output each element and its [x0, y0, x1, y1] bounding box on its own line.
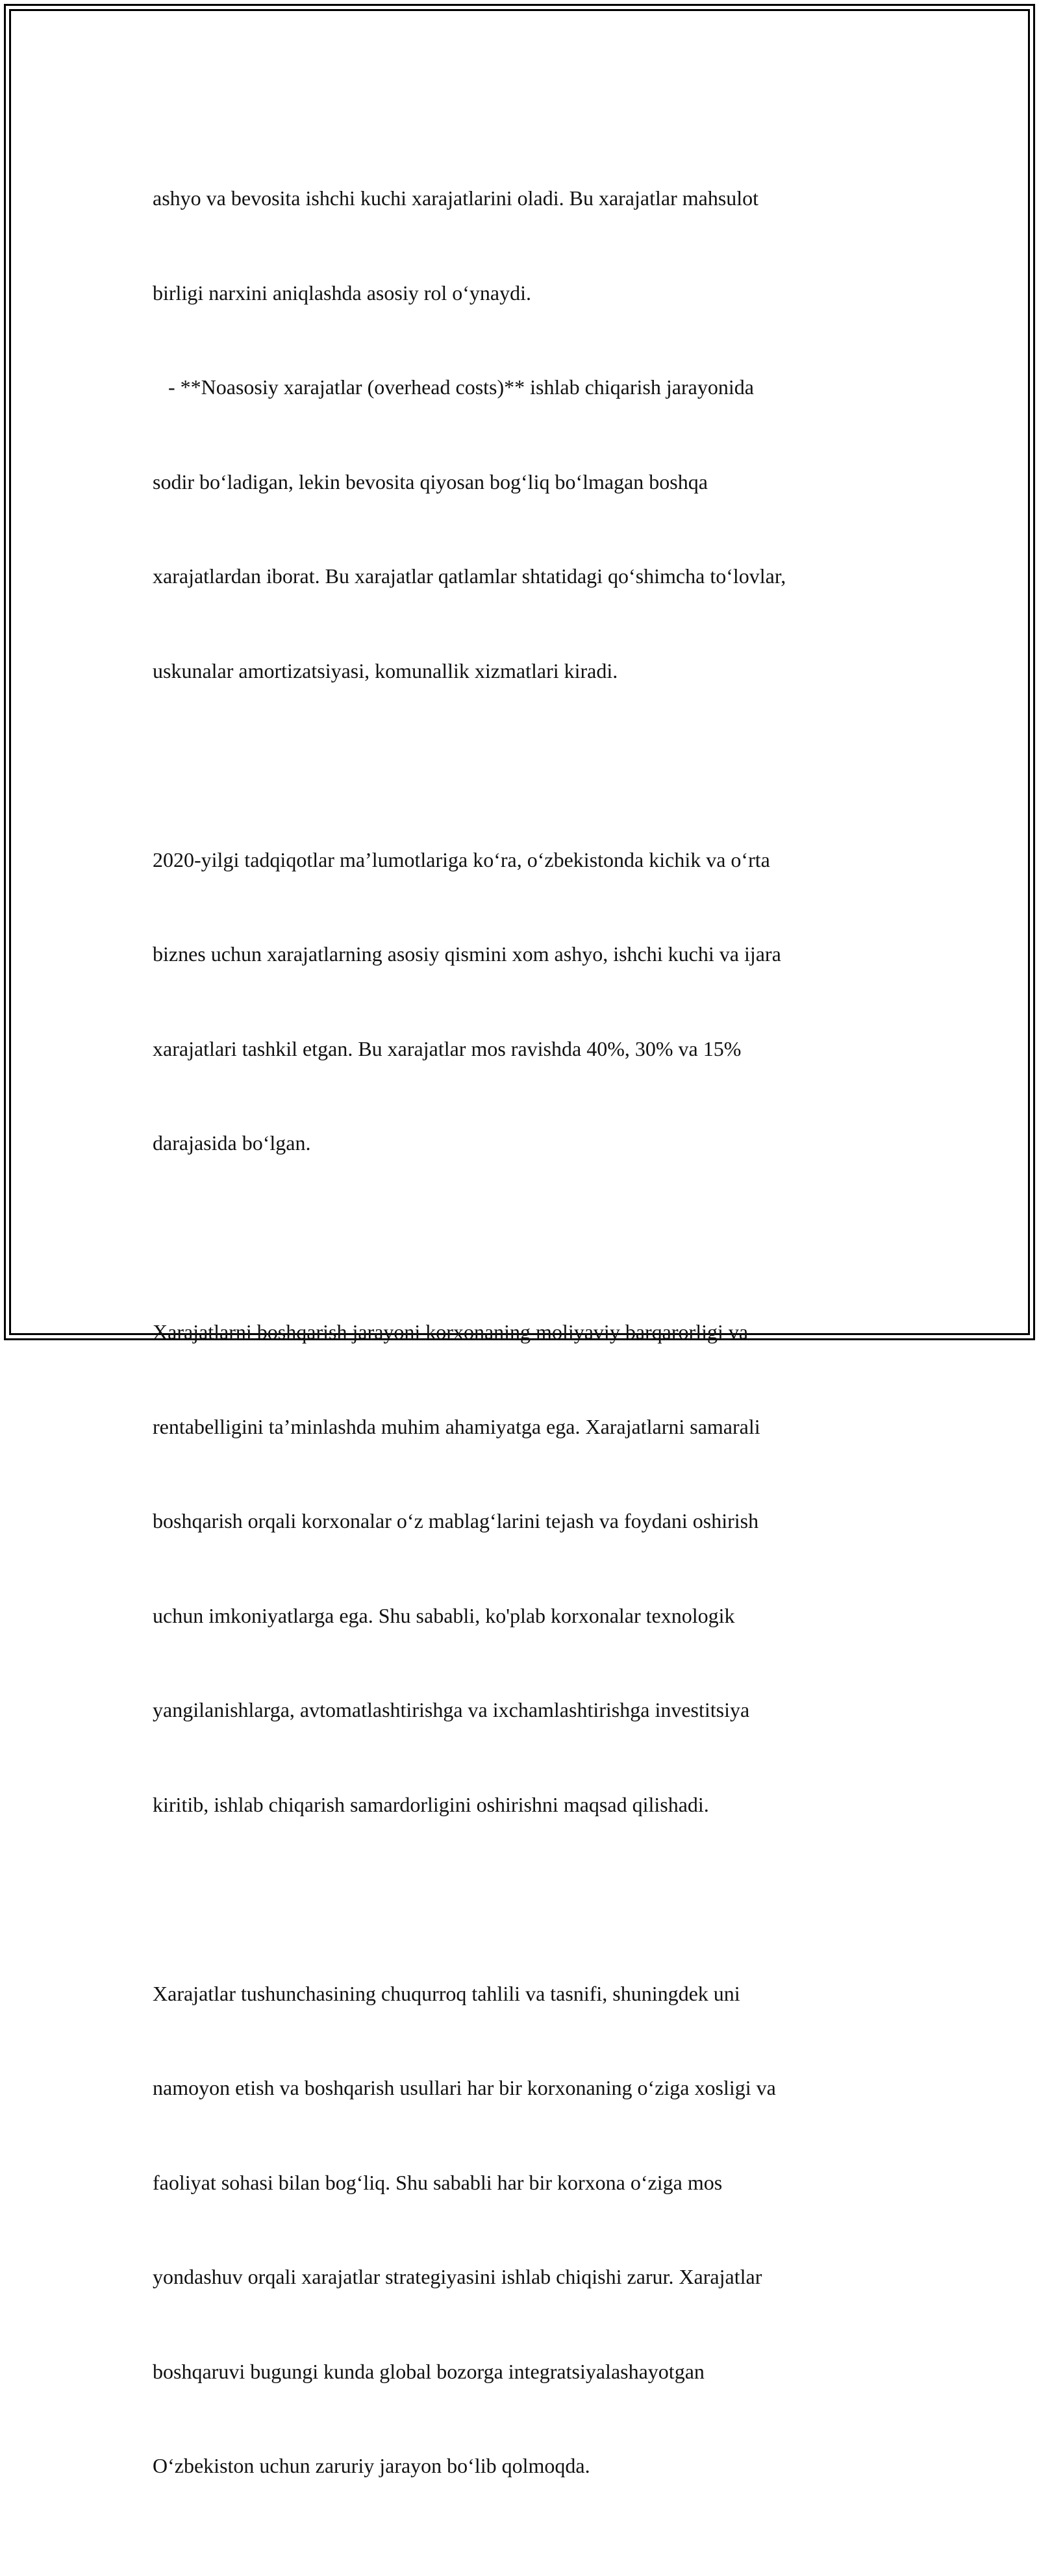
text-line: uchun imkoniyatlarga ega. Shu sababli, ko'plab korxonalar texnologik — [153, 1603, 735, 1627]
document-body — [153, 119, 899, 2576]
text-line: Xarajatlarni boshqarish jarayoni korxonaning moliyaviy barqarorligi va — [153, 1320, 749, 1344]
text-line: uskunalar amortizatsiyasi, komunallik xizmatlari kiradi. — [153, 658, 618, 682]
text-line: faoliyat sohasi bilan bog‘liq. Shu sababli har bir korxona o‘ziga mos — [153, 2170, 723, 2194]
text-line: biznes uchun xarajatlarning asosiy qismini xom ashyo, ishchi kuchi va ijara — [153, 942, 781, 966]
text-line: namoyon etish va boshqarish usullari har bir korxonaning o‘ziga xosligi va — [153, 2076, 776, 2099]
text-line: kiritib, ishlab chiqarish samardorligini oshirishni maqsad qilishadi. — [153, 1792, 709, 1816]
text-line: yondashuv orqali xarajatlar strategiyasini ishlab chiqishi zarur. Xarajatlar — [153, 2265, 762, 2288]
text-line: xarajatlari tashkil etgan. Bu xarajatlar mos ravishda 40%, 30% va 15% — [153, 1036, 742, 1060]
text-line: O‘zbekiston uchun zaruriy jarayon bo‘lib qolmoqda. — [153, 2454, 590, 2477]
paragraph-conclusion — [153, 1915, 899, 2545]
text-line: rentabelligini ta’minlashda muhim ahamiyatga ega. Xarajatlarni samarali — [153, 1414, 760, 1438]
text-line: 2020-yilgi tadqiqotlar ma’lumotlariga ko‘ra, o‘zbekistonda kichik va o‘rta — [153, 847, 770, 871]
text-line: yangilanishlarga, avtomatlashtirishga va ixchamlashtirishga investitsiya — [153, 1698, 750, 1721]
paragraph-2020-research — [153, 781, 899, 1222]
paragraph-cost-management — [153, 1253, 899, 1883]
text-line: birligi narxini aniqlashda asosiy rol o‘ynaydi. — [153, 281, 531, 305]
text-line: sodir bo‘ladigan, lekin bevosita qiyosan bog‘liq bo‘lmagan boshqa — [153, 469, 708, 494]
text-line: ashyo va bevosita ishchi kuchi xarajatlarini oladi. Bu xarajatlar mahsulot — [153, 186, 759, 210]
paragraph-cost-types — [153, 119, 899, 749]
text-line: Xarajatlar tushunchasining chuqurroq tahlili va tasnifi, shuningdek uni — [153, 1981, 740, 2005]
text-line: xarajatlardan iborat. Bu xarajatlar qatlamlar shtatidagi qo‘shimcha to‘lovlar, — [153, 564, 786, 588]
text-line: boshqaruvi bugungi kunda global bozorga integratsiyalashayotgan — [153, 2359, 705, 2383]
text-line: - **Noasosiy xarajatlar (overhead costs)** ishlab chiqarish jarayonida — [153, 375, 754, 399]
text-line: darajasida bo‘lgan. — [153, 1131, 311, 1155]
text-line: boshqarish orqali korxonalar o‘z mablag‘larini tejash va foydani oshirish — [153, 1509, 759, 1532]
